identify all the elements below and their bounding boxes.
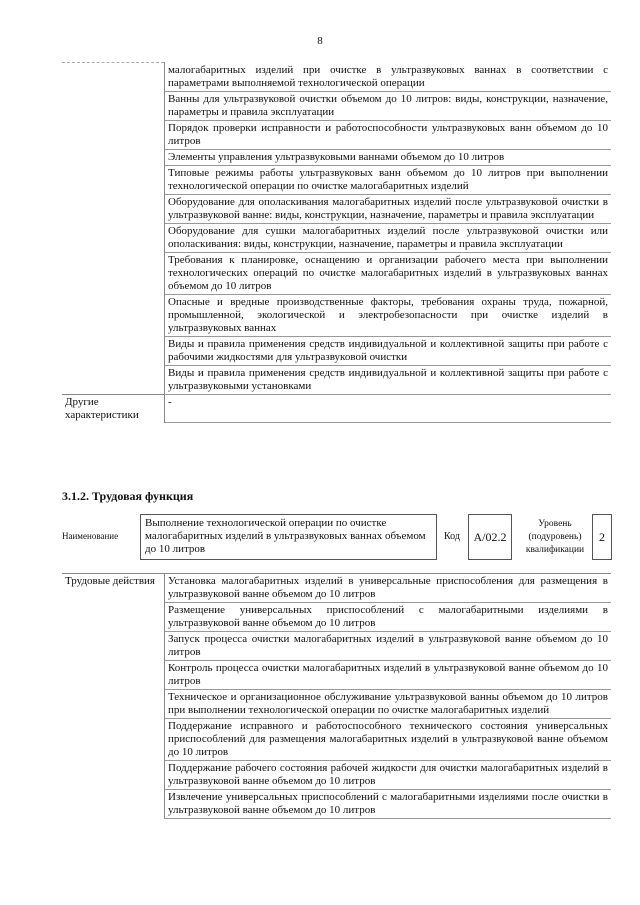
actions-table [62,573,611,819]
section-title: 3.1.2. Трудовая функция [62,489,194,503]
table-left-cell [62,63,165,92]
table-row: Поддержание исправного и работоспособного технического состояния универсальных приспособлений для размещения малогабаритных изделий в ультразвуковой ванне объемом до 10 литров [165,719,612,761]
table-row: Порядок проверки исправности и работоспособности ультразвуковых ванн объемом до 10 литров [165,120,612,149]
table-row: Запуск процесса очистки малогабаритных изделий в ультразвуковой ванне объемом до 10 литров [165,632,612,661]
other-characteristics-value: - [165,394,612,423]
table-row: Требования к планировке, оснащению и организации рабочего места при выполнении технологических операций по очистке малогабаритных изделий в ультразвуковых ваннах объемом до 10 литров [165,252,612,294]
table-row: Виды и правила применения средств индивидуальной и коллективной защиты при работе с ультразвуковыми установками [165,365,612,394]
table-row: Оборудование для сушки малогабаритных изделий после ультразвуковой очистки или ополаскивания: виды, конструкции, назначение, параметры и правила эксплуатации [165,223,612,252]
table-row: Типовые режимы работы ультразвуковых ванн объемом до 10 литров при выполнении технологической операции по очистке малогабаритных изделий [165,165,612,194]
function-code: А/02.2 [468,514,512,560]
table-row: Ванны для ультразвуковой очистки объемом до 10 литров: виды, конструкции, назначение, параметры и правила эксплуатации [165,91,612,120]
table-row: Виды и правила применения средств индивидуальной и коллективной защиты при работе с рабочими жидкостями для ультразвуковой очистки [165,336,612,365]
actions-label: Трудовые действия [62,574,165,819]
table-row: Установка малогабаритных изделий в универсальные приспособления для размещения в ультразвуковой ванне объемом до 10 литров [165,574,612,603]
table-row: малогабаритных изделий при очистке в ультразвуковых ваннах в соответствии с параметрами выполняемой технологической операции [165,63,612,92]
level-label: Уровень (подуровень) квалификации [525,519,585,555]
table-row: Контроль процесса очистки малогабаритных изделий в ультразвуковой ванне объемом до 10 литров [165,661,612,690]
page-number: 8 [317,35,323,47]
table-row: Оборудование для ополаскивания малогабаритных изделий после ультразвуковой очистки в ультразвуковой ванне: виды, конструкции, назначение, параметры и правила эксплуатации [165,194,612,223]
table-row: Поддержание рабочего состояния рабочей жидкости для очистки малогабаритных изделий в ультразвуковой ванне объемом до 10 литров [165,761,612,790]
table-row: Извлечение универсальных приспособлений с малогабаритными изделиями после очистки в ультразвуковой ванне объемом до 10 литров [165,790,612,819]
table-row: Техническое и организационное обслуживание ультразвуковой ванны объемом до 10 литров при выполнении технологической операции по очистке малогабаритных изделий [165,690,612,719]
other-characteristics-label: Другие характеристики [62,394,165,423]
name-label: Наименование [62,531,119,541]
knowledge-table [62,62,611,423]
code-label: Код [444,531,460,542]
function-name: Выполнение технологической операции по очистке малогабаритных изделий в ультразвуковых ваннах объемом до 10 литров [140,514,437,560]
qualification-level: 2 [592,514,612,560]
table-row: Размещение универсальных приспособлений с малогабаритными изделиями в ультразвуковой ванне объемом до 10 литров [165,603,612,632]
table-row: Элементы управления ультразвуковыми ваннами объемом до 10 литров [165,149,612,165]
table-row: Опасные и вредные производственные факторы, требования охраны труда, пожарной, промышленной, экологической и электробезопасности при очистке изделий в ультразвуковых ваннах [165,294,612,336]
